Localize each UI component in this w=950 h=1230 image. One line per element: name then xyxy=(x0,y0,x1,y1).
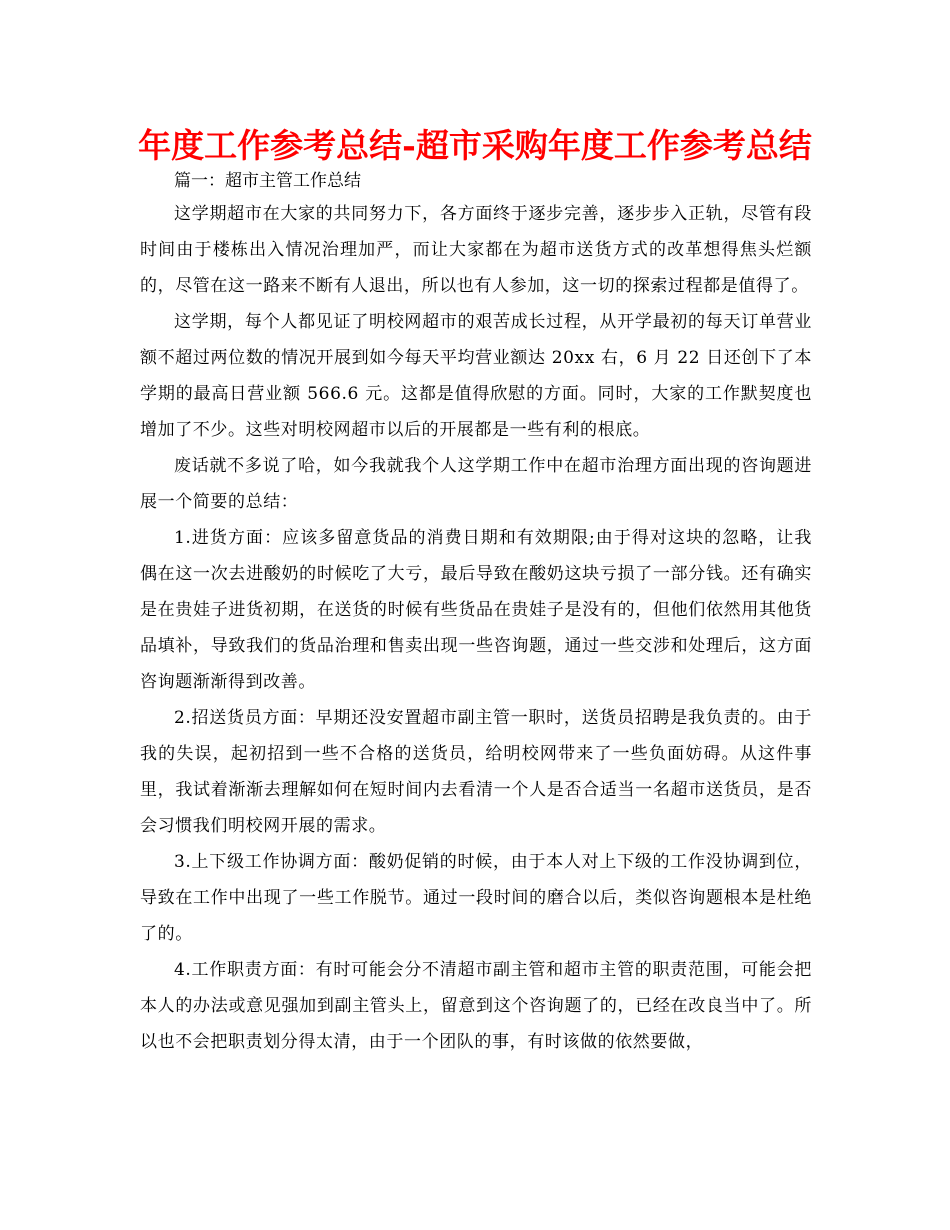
section-heading: 篇一：超市主管工作总结 xyxy=(174,171,361,191)
document-title: 年度工作参考总结-超市采购年度工作参考总结 xyxy=(138,126,812,165)
paragraph-responsibilities: 4.工作职责方面：有时可能会分不清超市副主管和超市主管的职责范围，可能会把本人的办法或意见强加到副主管头上，留意到这个咨询题了的，已经在改良当中了。所以也不会把职责划分得太清，由于一个团队的事，有时该做的依然要做， xyxy=(140,960,812,1052)
paragraph-purchasing: 1.进货方面：应该多留意货品的消费日期和有效期限;由于得对这块的忽略，让我偶在这一次去进酸奶的时候吃了大亏，最后导致在酸奶这块亏损了一部分钱。还有确实是在贵娃子进货初期，在送货的时候有些货品在贵娃子是没有的，但他们依然用其他货品填补，导致我们的货品治理和售卖出现一些咨询题，通过一些交涉和处理后，这方面咨询题渐渐得到改善。 xyxy=(140,528,812,692)
paragraph-coordination: 3.上下级工作协调方面：酸奶促销的时候，由于本人对上下级的工作没协调到位，导致在工作中出现了一些工作脱节。通过一段时间的磨合以后，类似咨询题根本是杜绝了的。 xyxy=(140,852,812,944)
paragraph-growth: 这学期，每个人都见证了明校网超市的艰苦成长过程，从开学最初的每天订单营业额不超过两位数的情况开展到如今每天平均营业额达 20xx 右，6 月 22 日还创下了本学期的最高日营业额 566.6 元。这都是值得欣慰的方面。同时，大家的工作默契度也增加了不少。这些对明校网超市以后的开展都是一些有利的根底。 xyxy=(140,312,812,440)
paragraph-summary-lead: 废话就不多说了哈，如今我就我个人这学期工作中在超市治理方面出现的咨询题进展一个简要的总结： xyxy=(140,456,812,512)
document-body xyxy=(140,166,812,1060)
paragraph-intro: 这学期超市在大家的共同努力下，各方面终于逐步完善，逐步步入正轨，尽管有段时间由于楼栋出入情况治理加严，而让大家都在为超市送货方式的改革想得焦头烂额的，尽管在这一路来不断有人退出，所以也有人参加，这一切的探索过程都是值得了。 xyxy=(140,204,812,296)
paragraph-hiring: 2.招送货员方面：早期还没安置超市副主管一职时，送货员招聘是我负责的。由于我的失误，起初招到一些不合格的送货员，给明校网带来了一些负面妨碍。从这件事里，我试着渐渐去理解如何在短时间内去看清一个人是否合适当一名超市送货员，是否会习惯我们明校网开展的需求。 xyxy=(140,708,812,836)
